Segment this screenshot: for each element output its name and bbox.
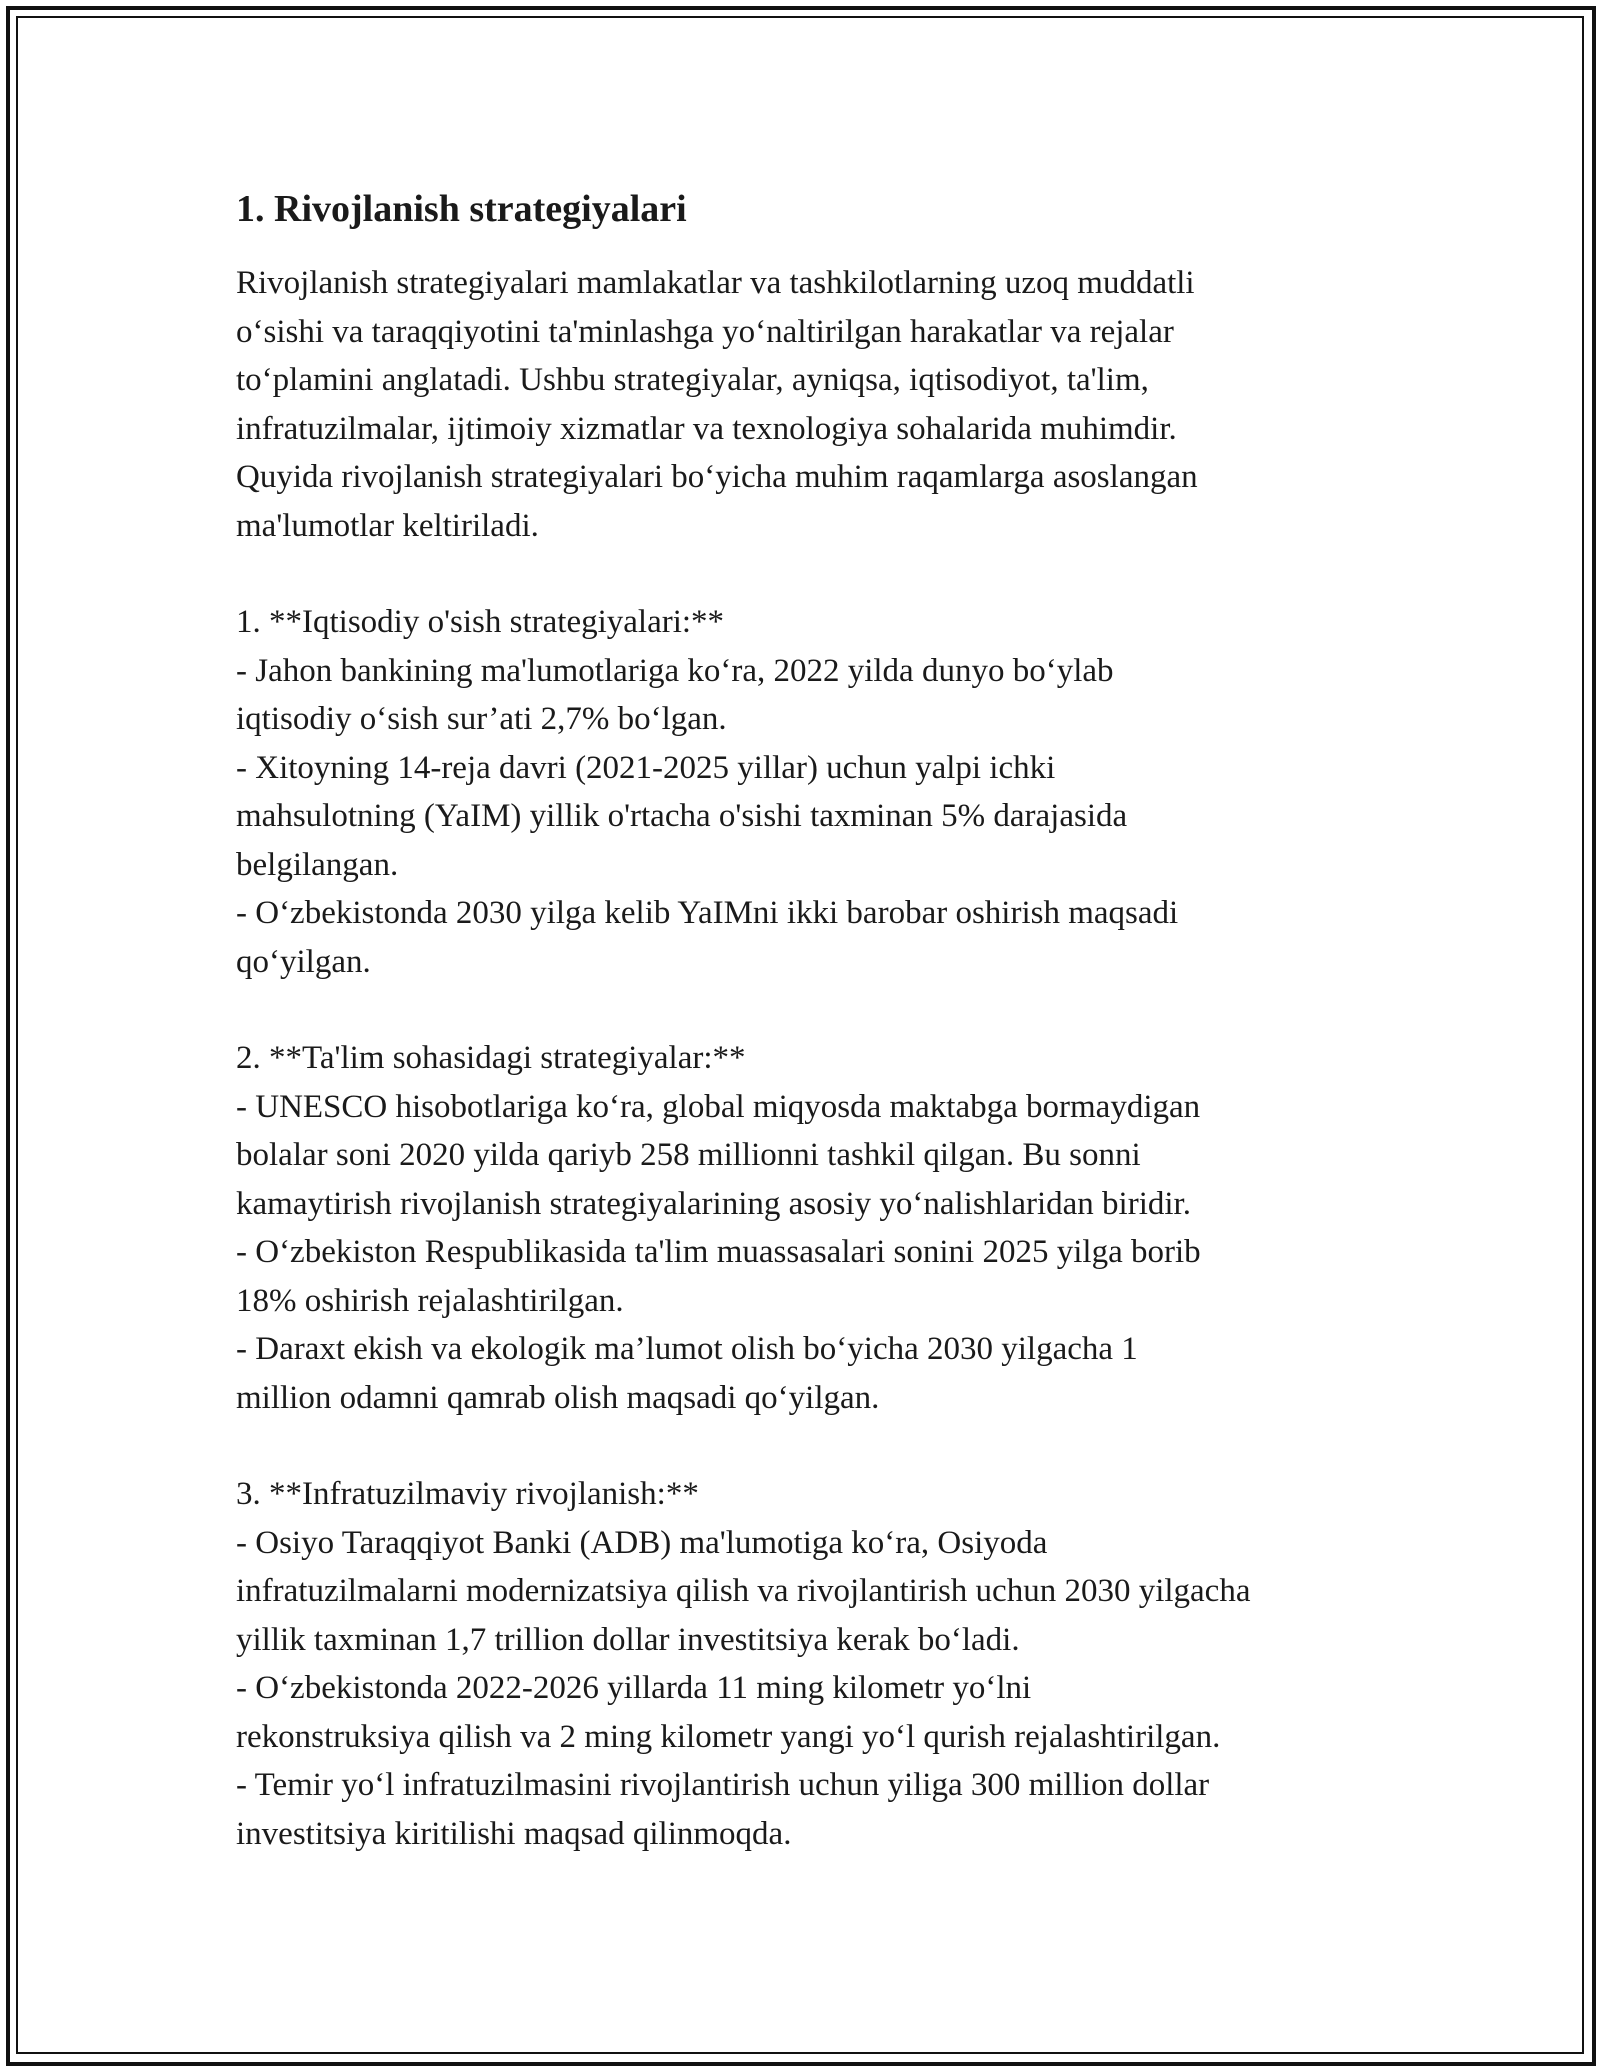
document-body: [236, 185, 1396, 1858]
list-item: - O‘zbekistonda 2030 yilga kelib YaIMni ikki barobar oshirish maqsadi qo‘yilgan.: [236, 895, 1179, 980]
section-heading: 1. **Iqtisodiy o'sish strategiyalari:**: [236, 604, 725, 640]
section-heading: 3. **Infratuzilmaviy rivojlanish:**: [236, 1476, 699, 1512]
list-item: - Xitoyning 14-reja davri (2021-2025 yillar) uchun yalpi ichki mahsulotning (YaIM) yillik o'rtacha o'sishi taxminan 5% darajasida belgilangan.: [236, 749, 1128, 883]
list-item: - O‘zbekistonda 2022-2026 yillarda 11 ming kilometr yo‘lni rekonstruksiya qilish va 2 ming kilometr yangi yo‘l qurish rejalashtirilgan.: [236, 1670, 1221, 1755]
list-item: - O‘zbekiston Respublikasida ta'lim muassasalari sonini 2025 yilga borib 18% oshirish rejalashtirilgan.: [236, 1234, 1201, 1319]
list-item: - Osiyo Taraqqiyot Banki (ADB) ma'lumotiga ko‘ra, Osiyoda infratuzilmalarni modernizatsiya qilish va rivojlantirish uchun 2030 yilgacha yillik taxminan 1,7 trillion dollar investitsiya kerak bo‘ladi.: [236, 1524, 1251, 1658]
intro-paragraph: Rivojlanish strategiyalari mamlakatlar va tashkilotlarning uzoq muddatli o‘sishi va taraqqiyotini ta'minlashga yo‘naltirilgan harakatlar va rejalar to‘plamini anglatadi. Ushbu strategiyalar, ayniqsa, iqtisodiyot, ta'lim, infratuzilmalar, ijtimoiy xizmatlar va texnologiya sohalarida muhimdir. Quyida rivojlanish strategiyalari bo‘yicha muhim raqamlarga asoslangan ma'lumotlar keltiriladi.: [236, 265, 1198, 544]
list-item: - Jahon bankining ma'lumotlariga ko‘ra, 2022 yilda dunyo bo‘ylab iqtisodiy o‘sish sur’ati 2,7% bo‘lgan.: [236, 652, 1114, 737]
list-item: - UNESCO hisobotlariga ko‘ra, global miqyosda maktabga bormaydigan bolalar soni 2020 yilda qariyb 258 millionni tashkil qilgan. Bu sonni kamaytirish rivojlanish strategiyalarining asosiy yo‘nalishlaridan biridir.: [236, 1088, 1201, 1222]
section-economic-growth: [236, 598, 1396, 986]
list-item: - Temir yo‘l infratuzilmasini rivojlantirish uchun yiliga 300 million dollar investitsiya kiritilishi maqsad qilinmoqda.: [236, 1767, 1210, 1852]
page-title: 1. Rivojlanish strategiyalari: [236, 188, 687, 230]
section-heading: 2. **Ta'lim sohasidagi strategiyalar:**: [236, 1040, 746, 1076]
section-education: [236, 1034, 1396, 1422]
list-item: - Daraxt ekish va ekologik ma’lumot olish bo‘yicha 2030 yilgacha 1 million odamni qamrab olish maqsadi qo‘yilgan.: [236, 1331, 1138, 1416]
section-infrastructure: [236, 1470, 1396, 1858]
